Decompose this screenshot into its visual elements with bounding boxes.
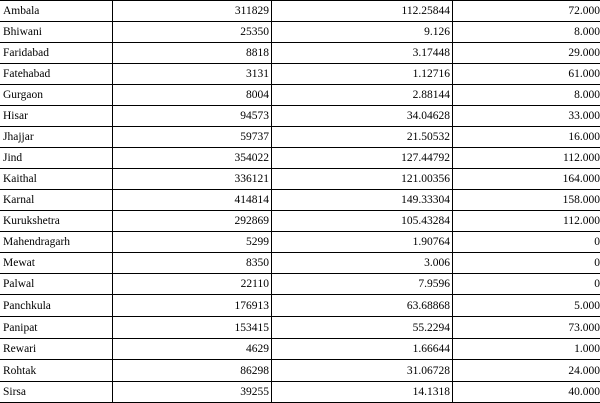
table-row (0, 148, 600, 169)
table-row (0, 211, 600, 232)
value-a-cell: 39255 (113, 382, 272, 403)
table-row (0, 106, 600, 127)
value-a-cell: 4629 (113, 339, 272, 360)
value-c-cell: 16.000 (453, 127, 600, 148)
district-name-cell: Mewat (0, 253, 113, 274)
table-row (0, 127, 600, 148)
district-name-cell: Fatehabad (0, 64, 113, 85)
district-name-cell: Jind (0, 148, 113, 169)
district-name-cell: Kaithal (0, 169, 113, 190)
value-c-cell: 1.000 (453, 339, 600, 360)
value-b-cell: 63.68868 (272, 295, 453, 317)
value-b-cell: 1.66644 (272, 339, 453, 360)
value-b-cell: 149.33304 (272, 190, 453, 211)
table-row (0, 295, 600, 317)
value-a-cell: 292869 (113, 211, 272, 232)
table-row (0, 232, 600, 253)
table-row (0, 253, 600, 274)
value-a-cell: 86298 (113, 360, 272, 382)
table-row (0, 274, 600, 295)
value-c-cell: 164.000 (453, 169, 600, 190)
value-c-cell: 33.000 (453, 106, 600, 127)
value-c-cell: 8.000 (453, 22, 600, 43)
value-c-cell: 0 (453, 253, 600, 274)
value-b-cell: 105.43284 (272, 211, 453, 232)
value-b-cell: 9.126 (272, 22, 453, 43)
table-row (0, 85, 600, 106)
value-c-cell: 73.000 (453, 317, 600, 339)
value-a-cell: 176913 (113, 295, 272, 317)
district-name-cell: Gurgaon (0, 85, 113, 106)
value-a-cell: 8818 (113, 43, 272, 64)
value-c-cell: 0 (453, 274, 600, 295)
value-c-cell: 112.000 (453, 148, 600, 169)
value-b-cell: 3.006 (272, 253, 453, 274)
value-c-cell: 5.000 (453, 295, 600, 317)
value-b-cell: 21.50532 (272, 127, 453, 148)
value-a-cell: 5299 (113, 232, 272, 253)
district-name-cell: Sirsa (0, 382, 113, 403)
table-row (0, 43, 600, 64)
value-a-cell: 8350 (113, 253, 272, 274)
district-name-cell: Kurukshetra (0, 211, 113, 232)
value-b-cell: 1.90764 (272, 232, 453, 253)
value-b-cell: 127.44792 (272, 148, 453, 169)
value-c-cell: 61.000 (453, 64, 600, 85)
value-c-cell: 29.000 (453, 43, 600, 64)
table-row (0, 339, 600, 360)
value-b-cell: 55.2294 (272, 317, 453, 339)
table-row (0, 169, 600, 190)
value-a-cell: 94573 (113, 106, 272, 127)
value-c-cell: 24.000 (453, 360, 600, 382)
district-name-cell: Palwal (0, 274, 113, 295)
value-b-cell: 3.17448 (272, 43, 453, 64)
value-b-cell: 14.1318 (272, 382, 453, 403)
value-a-cell: 8004 (113, 85, 272, 106)
value-a-cell: 354022 (113, 148, 272, 169)
value-c-cell: 0 (453, 232, 600, 253)
value-a-cell: 3131 (113, 64, 272, 85)
value-a-cell: 311829 (113, 1, 272, 22)
value-c-cell: 8.000 (453, 85, 600, 106)
value-c-cell: 40.000 (453, 382, 600, 403)
district-name-cell: Panipat (0, 317, 113, 339)
value-b-cell: 34.04628 (272, 106, 453, 127)
table-row (0, 382, 600, 403)
value-a-cell: 414814 (113, 190, 272, 211)
value-b-cell: 2.88144 (272, 85, 453, 106)
district-name-cell: Karnal (0, 190, 113, 211)
district-name-cell: Rohtak (0, 360, 113, 382)
value-c-cell: 72.000 (453, 1, 600, 22)
value-b-cell: 31.06728 (272, 360, 453, 382)
table-row (0, 1, 600, 22)
table-row (0, 22, 600, 43)
table-row (0, 360, 600, 382)
table-row (0, 190, 600, 211)
value-c-cell: 158.000 (453, 190, 600, 211)
district-name-cell: Ambala (0, 1, 113, 22)
district-name-cell: Panchkula (0, 295, 113, 317)
value-a-cell: 59737 (113, 127, 272, 148)
district-name-cell: Bhiwani (0, 22, 113, 43)
district-name-cell: Mahendragarh (0, 232, 113, 253)
table-row (0, 317, 600, 339)
table-row (0, 64, 600, 85)
value-b-cell: 7.9596 (272, 274, 453, 295)
value-a-cell: 25350 (113, 22, 272, 43)
value-b-cell: 1.12716 (272, 64, 453, 85)
district-name-cell: Jhajjar (0, 127, 113, 148)
district-name-cell: Faridabad (0, 43, 113, 64)
value-a-cell: 22110 (113, 274, 272, 295)
district-name-cell: Rewari (0, 339, 113, 360)
value-b-cell: 121.00356 (272, 169, 453, 190)
district-name-cell: Hisar (0, 106, 113, 127)
value-c-cell: 112.000 (453, 211, 600, 232)
value-b-cell: 112.25844 (272, 1, 453, 22)
value-a-cell: 153415 (113, 317, 272, 339)
value-a-cell: 336121 (113, 169, 272, 190)
